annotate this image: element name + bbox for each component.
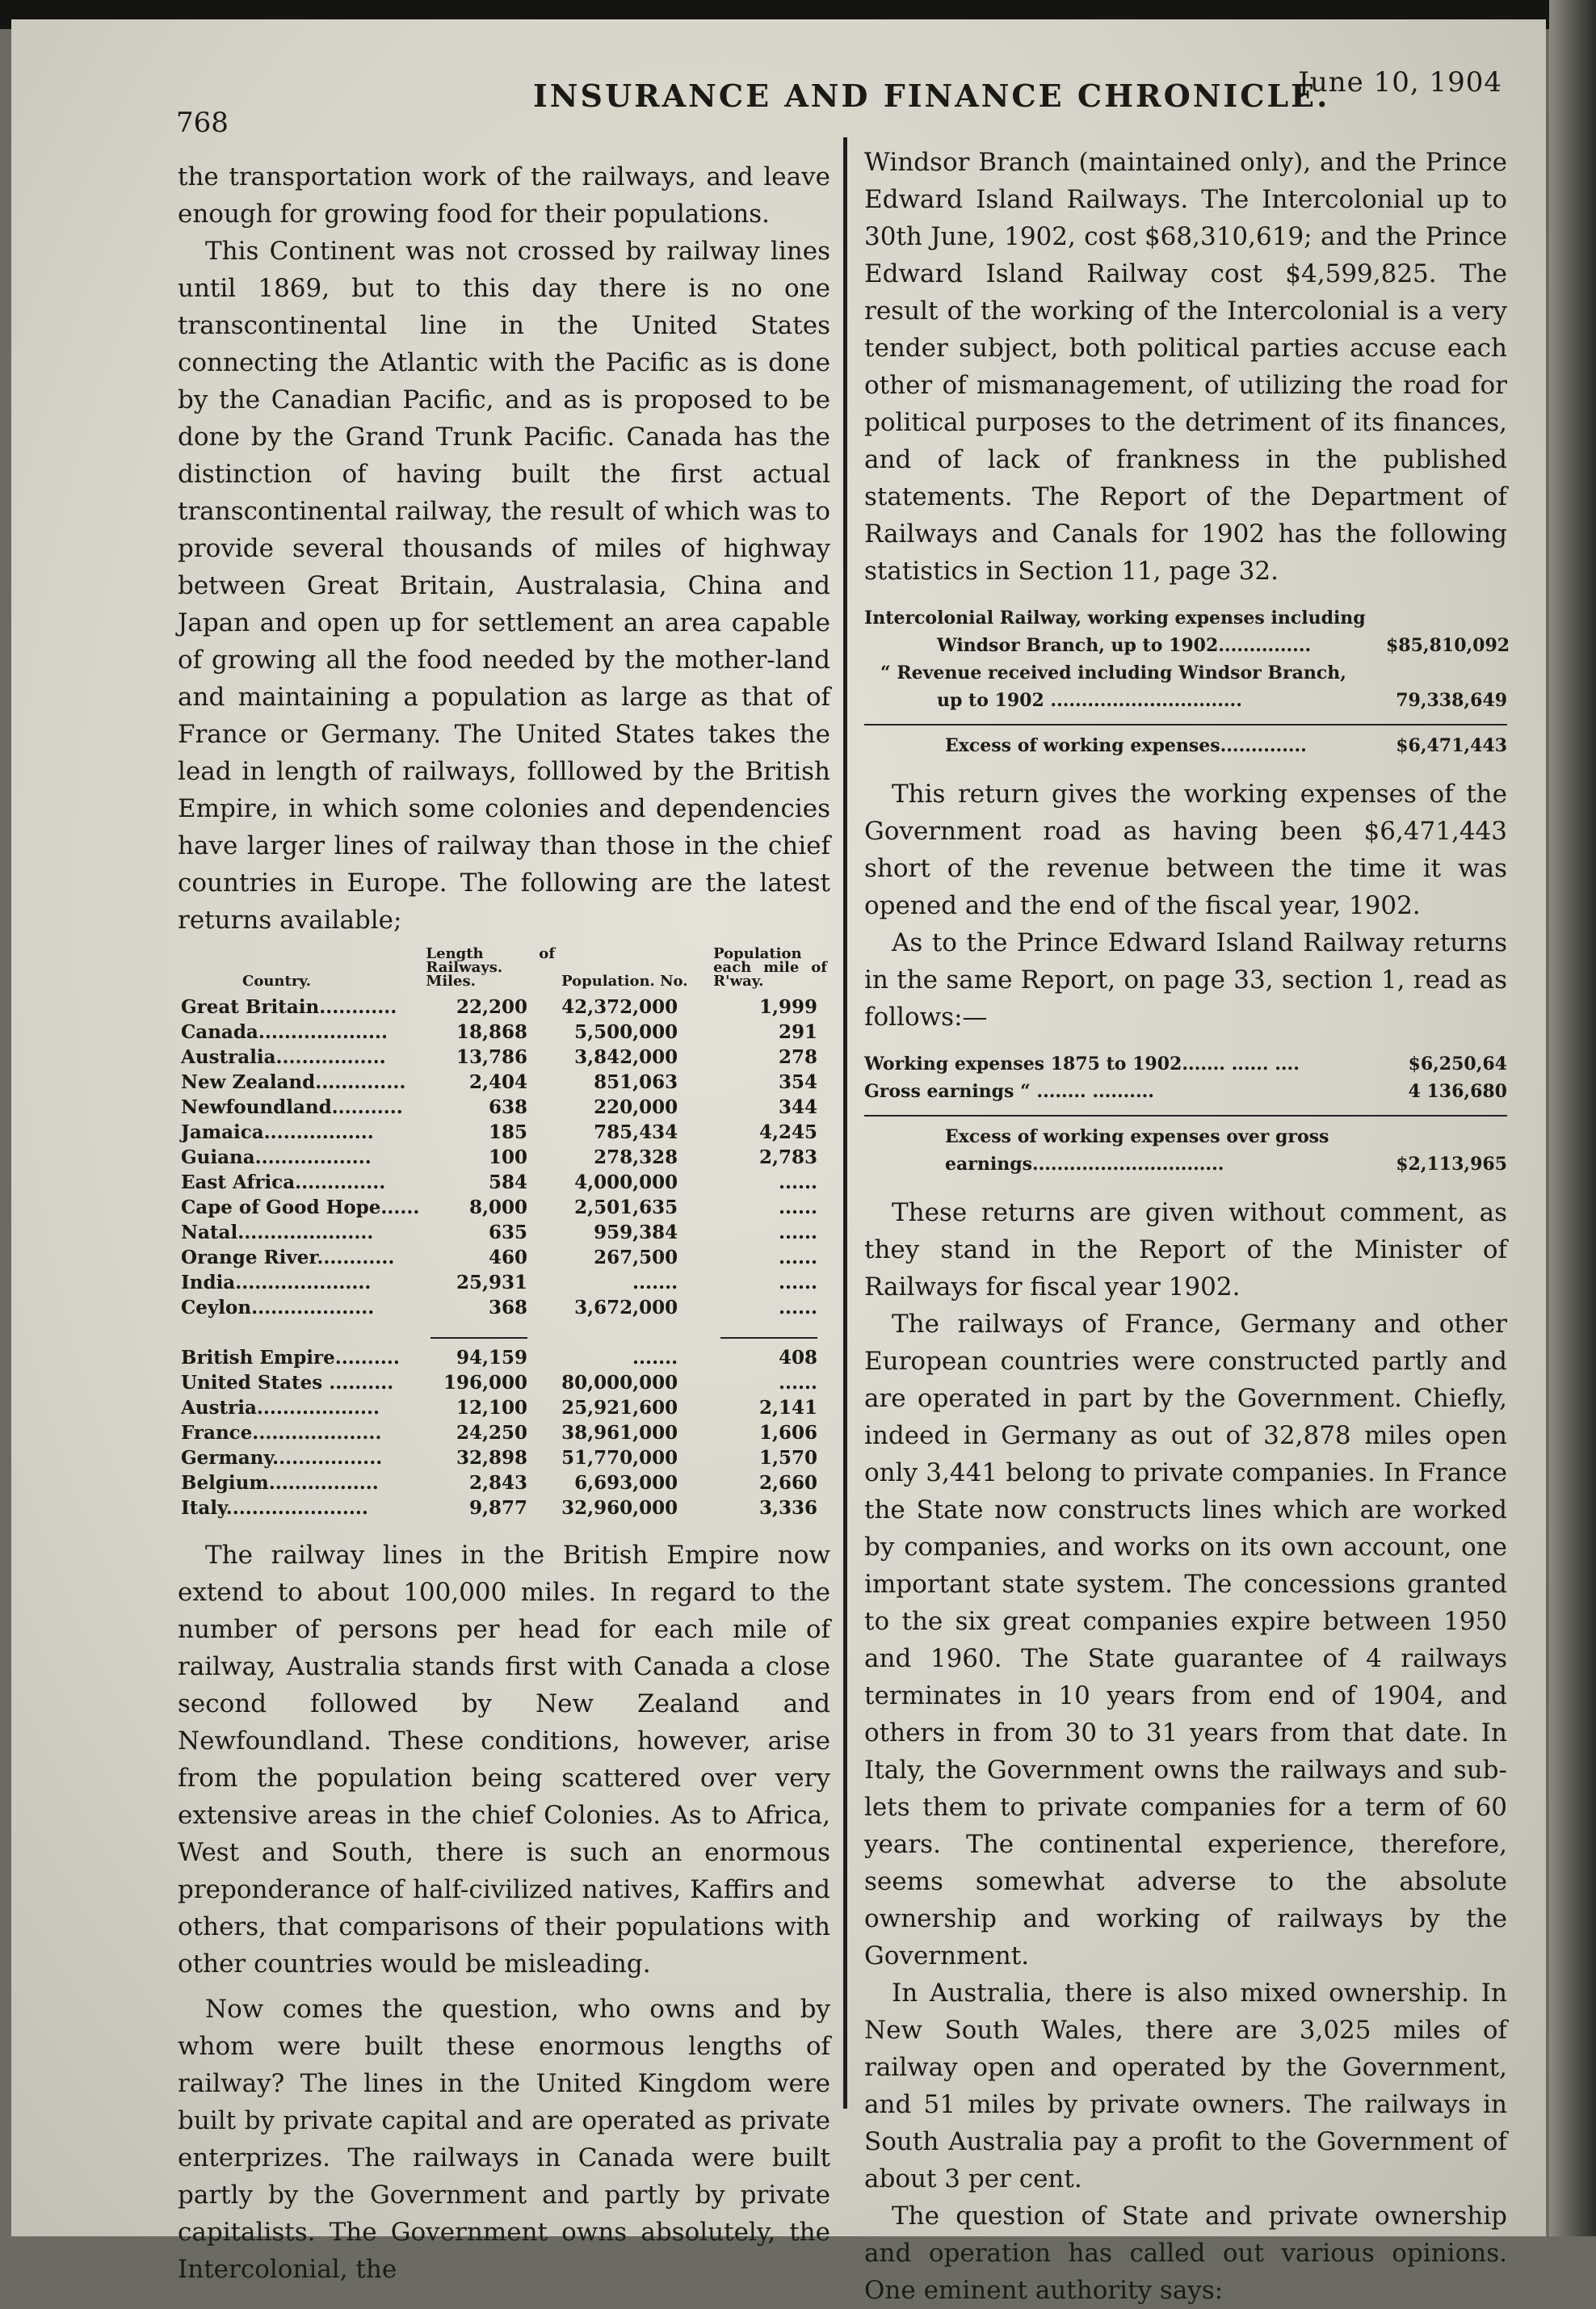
miles-cell: 25,931 xyxy=(456,1272,528,1293)
table-row xyxy=(178,1245,830,1270)
table-header-row xyxy=(178,947,830,995)
account-amount: 79,338,649 xyxy=(1396,690,1507,711)
country-cell: New Zealand.............. xyxy=(181,1071,406,1093)
table-row xyxy=(178,1045,830,1070)
paragraph: Windsor Branch (maintained only), and the Prince Edward Island Railways. The Intercolonial up to 30th June, 1902, cost $68,310,619; and the Prince Edward Island Railway cost $4,599,825. The result of the working of the Intercolonial is a very tender subject, both political parties accuse each other of mismanagement, of utilizing the road for political purposes to the detriment of its finances, and of lack of frankness in the published statements. The Report of the Department of Railways and Canals for 1902 has the following statistics in Section 11, page 32. xyxy=(864,148,1507,586)
per-mile-cell: 291 xyxy=(778,1021,817,1043)
paragraph: As to the Prince Edward Island Railway returns in the same Report, on page 33, section 1, read as follows:— xyxy=(864,928,1507,1032)
miles-cell: 22,200 xyxy=(456,996,528,1018)
right-column xyxy=(864,144,1510,2309)
issue-date: June 10, 1904 xyxy=(1298,66,1502,99)
paragraph: The railways of France, Germany and other European countries were constructed partly and are operated in part by the Government. Chiefly, indeed in Germany as out of 32,878 miles open only 3,441 belong to private companies. In France the State now constructs lines which are worked by companies, and works on its own account, one important state system. The concessions granted to the six great companies expire between 1950 and 1960. The State guarantee of 4 railways terminates in 10 years from end of 1904, and others in from 30 to 31 years from that date. In Italy, the Government owns the railways and sub-lets them to private companies for a term of 60 years. The continental experience, therefore, seems somewhat adverse to the absolute ownership and working of railways by the Government. xyxy=(864,1310,1507,1970)
per-mile-cell: ...... xyxy=(778,1372,817,1394)
population-cell: ....... xyxy=(632,1347,678,1369)
paragraph: the transportation work of the railways, and leave enough for growing food for their populations. xyxy=(178,162,830,229)
per-mile-cell: ...... xyxy=(778,1222,817,1243)
miles-cell: 32,898 xyxy=(456,1447,528,1469)
scan-border-right xyxy=(1549,0,1596,2236)
per-mile-cell: 3,336 xyxy=(758,1497,817,1519)
population-cell: 220,000 xyxy=(594,1096,678,1118)
intercolonial-account xyxy=(864,604,1510,759)
population-cell: 5,500,000 xyxy=(574,1021,678,1043)
sum-rule xyxy=(720,1337,817,1339)
country-cell: Great Britain............ xyxy=(181,996,397,1018)
paragraph: This return gives the working expenses of the Government road as having been $6,471,443 short of the revenue between the time it was opened and the end of the fiscal year, 1902. xyxy=(864,780,1507,920)
account-amount: $85,810,092 xyxy=(1386,635,1510,656)
paragraph: Now comes the question, who owns and by whom were built these enormous lengths of railway? The lines in the United Kingdom were built by private capital and are operated as private enterprizes. The railways in Canada were built partly by the Government and partly by private capitalists. The Government owns absolutely, the Intercolonial, the xyxy=(178,1995,830,2284)
country-cell: British Empire.......... xyxy=(181,1347,400,1369)
table-row xyxy=(178,1370,830,1395)
miles-cell: 2,404 xyxy=(469,1071,528,1093)
account-line-label: Intercolonial Railway, working expenses including xyxy=(864,608,1366,629)
country-cell: Cape of Good Hope...... xyxy=(181,1197,420,1218)
table-row xyxy=(178,1095,830,1120)
per-mile-cell: 1,570 xyxy=(758,1447,817,1469)
pei-account xyxy=(864,1050,1507,1178)
column-header: Length of Railways. Miles. xyxy=(426,945,556,990)
per-mile-cell: ...... xyxy=(778,1297,817,1319)
miles-cell: 460 xyxy=(489,1247,528,1268)
per-mile-cell: 278 xyxy=(778,1046,817,1068)
country-cell: East Africa.............. xyxy=(181,1171,386,1193)
account-total-label: earnings............................... xyxy=(945,1154,1224,1175)
railway-statistics-table xyxy=(178,947,830,1520)
population-cell: 32,960,000 xyxy=(561,1497,678,1519)
table-row xyxy=(178,1345,830,1370)
miles-cell: 12,100 xyxy=(456,1397,528,1419)
table-row xyxy=(178,1495,830,1520)
table-row xyxy=(178,995,830,1020)
country-cell: Canada.................... xyxy=(181,1021,388,1043)
page-number: 768 xyxy=(176,107,229,139)
country-cell: Newfoundland........... xyxy=(181,1096,403,1118)
country-cell: Natal..................... xyxy=(181,1222,374,1243)
miles-cell: 13,786 xyxy=(456,1046,528,1068)
miles-cell: 584 xyxy=(489,1171,528,1193)
country-cell: United States .......... xyxy=(181,1372,394,1394)
per-mile-cell: 4,245 xyxy=(758,1121,817,1143)
paragraph: The railway lines in the British Empire now extend to about 100,000 miles. In regard to the number of persons per head for each mile of railway, Australia stands first with Canada a close second followed by New Zealand and Newfoundland. These conditions, however, arise from the population being scattered over very extensive areas in the chief Colonies. As to Africa, West and South, there is such an enormous preponderance of half-civilized natives, Kaffirs and others, that comparisons of their populations with other countries would be misleading. xyxy=(178,1541,830,1979)
column-header: Population each mile of R'way. xyxy=(713,945,827,990)
country-cell: Belgium................. xyxy=(181,1472,379,1494)
per-mile-cell: 1,999 xyxy=(758,996,817,1018)
per-mile-cell: ...... xyxy=(778,1272,817,1293)
column-header: Country. xyxy=(242,973,311,990)
population-cell: 3,672,000 xyxy=(574,1297,678,1319)
per-mile-cell: 354 xyxy=(778,1071,817,1093)
account-total-label: Excess of working expenses.............. xyxy=(945,735,1307,756)
miles-cell: 638 xyxy=(489,1096,528,1118)
population-cell: 959,384 xyxy=(594,1222,678,1243)
population-cell: 278,328 xyxy=(594,1146,678,1168)
table-body xyxy=(178,995,830,1320)
paragraph: The question of State and private ownership and operation has called out various opinions. One eminent authority says: xyxy=(864,2202,1507,2305)
table-row xyxy=(178,1470,830,1495)
miles-cell: 24,250 xyxy=(456,1422,528,1444)
paragraph: This Continent was not crossed by railway lines until 1869, but to this day there is no one transcontinental line in the United States connecting the Atlantic with the Pacific as is done by the Canadian Pacific, and as is proposed to be done by the Grand Trunk Pacific. Canada has the distinction of having built the first actual transcontinental railway, the result of which was to provide several thousands of miles of highway between Great Britain, Australasia, China and Japan and open up for settlement an area capable of growing all the food needed by the mother-land and maintaining a population as large as that of France or Germany. The United States takes the lead in length of railways, folllowed by the British Empire, in which some colonies and dependencies have larger lines of railway than those in the chief countries in Europe. The following are the latest returns available; xyxy=(178,237,830,935)
per-mile-cell: 344 xyxy=(778,1096,817,1118)
table-row xyxy=(178,1420,830,1445)
population-cell: ....... xyxy=(632,1272,678,1293)
population-cell: 25,921,600 xyxy=(561,1397,678,1419)
country-cell: Australia................. xyxy=(181,1046,386,1068)
miles-cell: 368 xyxy=(489,1297,528,1319)
account-line-label: Windsor Branch, up to 1902............... xyxy=(937,635,1312,656)
miles-cell: 94,159 xyxy=(456,1347,528,1369)
population-cell: 4,000,000 xyxy=(574,1171,678,1193)
column-header: Population. No. xyxy=(561,973,688,990)
miles-cell: 196,000 xyxy=(443,1372,528,1394)
account-amount: $6,250,64 xyxy=(1408,1054,1507,1075)
per-mile-cell: ...... xyxy=(778,1247,817,1268)
account-line-label: Gross earnings “ ........ .......... xyxy=(864,1081,1154,1102)
country-cell: Italy...................... xyxy=(181,1497,368,1519)
publication-title: INSURANCE AND FINANCE CHRONICLE. xyxy=(533,78,1330,114)
population-cell: 2,501,635 xyxy=(574,1197,678,1218)
column-divider xyxy=(843,137,847,2109)
per-mile-cell: 1,606 xyxy=(758,1422,817,1444)
per-mile-cell: 2,141 xyxy=(758,1397,817,1419)
left-column xyxy=(178,158,830,2288)
table-row xyxy=(178,1020,830,1045)
population-cell: 851,063 xyxy=(594,1071,678,1093)
table-row xyxy=(178,1295,830,1320)
country-cell: Orange River............ xyxy=(181,1247,395,1268)
miles-cell: 18,868 xyxy=(456,1021,528,1043)
table-row xyxy=(178,1395,830,1420)
miles-cell: 100 xyxy=(489,1146,528,1168)
table-row xyxy=(178,1120,830,1145)
table-row xyxy=(178,1195,830,1220)
country-cell: Ceylon................... xyxy=(181,1297,375,1319)
table-rule xyxy=(178,1320,830,1345)
paragraph: These returns are given without comment, as they stand in the Report of the Minister of Railways for fiscal year 1902. xyxy=(864,1198,1507,1302)
population-cell: 80,000,000 xyxy=(561,1372,678,1394)
miles-cell: 8,000 xyxy=(469,1197,528,1218)
population-cell: 38,961,000 xyxy=(561,1422,678,1444)
per-mile-cell: ...... xyxy=(778,1171,817,1193)
table-row xyxy=(178,1170,830,1195)
population-cell: 785,434 xyxy=(594,1121,678,1143)
per-mile-cell: 2,660 xyxy=(758,1472,817,1494)
account-total-amount: $6,471,443 xyxy=(1396,735,1507,756)
per-mile-cell: 2,783 xyxy=(758,1146,817,1168)
account-line-label: “ Revenue received including Windsor Branch, xyxy=(880,662,1346,683)
country-cell: Germany................. xyxy=(181,1447,383,1469)
per-mile-cell: 408 xyxy=(778,1347,817,1369)
miles-cell: 2,843 xyxy=(469,1472,528,1494)
country-cell: Austria................... xyxy=(181,1397,380,1419)
page-header xyxy=(162,66,1510,139)
population-cell: 267,500 xyxy=(594,1247,678,1268)
country-cell: Guiana.................. xyxy=(181,1146,372,1168)
population-cell: 3,842,000 xyxy=(574,1046,678,1068)
miles-cell: 9,877 xyxy=(469,1497,528,1519)
country-cell: Jamaica................. xyxy=(181,1121,374,1143)
table-row xyxy=(178,1445,830,1470)
population-cell: 42,372,000 xyxy=(561,996,678,1018)
population-cell: 6,693,000 xyxy=(574,1472,678,1494)
account-line-label: up to 1902 ............................... xyxy=(937,690,1242,711)
account-total-label: Excess of working expenses over gross xyxy=(945,1126,1329,1147)
table-row xyxy=(178,1270,830,1295)
country-cell: France.................... xyxy=(181,1422,382,1444)
per-mile-cell: ...... xyxy=(778,1197,817,1218)
country-cell: India..................... xyxy=(181,1272,372,1293)
population-cell: 51,770,000 xyxy=(561,1447,678,1469)
miles-cell: 635 xyxy=(489,1222,528,1243)
sum-rule xyxy=(430,1337,527,1339)
account-line-label: Working expenses 1875 to 1902....... ...... .... xyxy=(864,1054,1300,1075)
account-amount: 4 136,680 xyxy=(1408,1081,1507,1102)
table-row xyxy=(178,1145,830,1170)
paragraph: In Australia, there is also mixed ownership. In New South Wales, there are 3,025 miles of railway open and operated by the Government, and 51 miles by private owners. The railways in South Australia pay a profit to the Government of about 3 per cent. xyxy=(864,1979,1507,2193)
miles-cell: 185 xyxy=(489,1121,528,1143)
table-row xyxy=(178,1220,830,1245)
account-total-amount: $2,113,965 xyxy=(1396,1154,1507,1175)
table-row xyxy=(178,1070,830,1095)
table-summary-body xyxy=(178,1345,830,1520)
